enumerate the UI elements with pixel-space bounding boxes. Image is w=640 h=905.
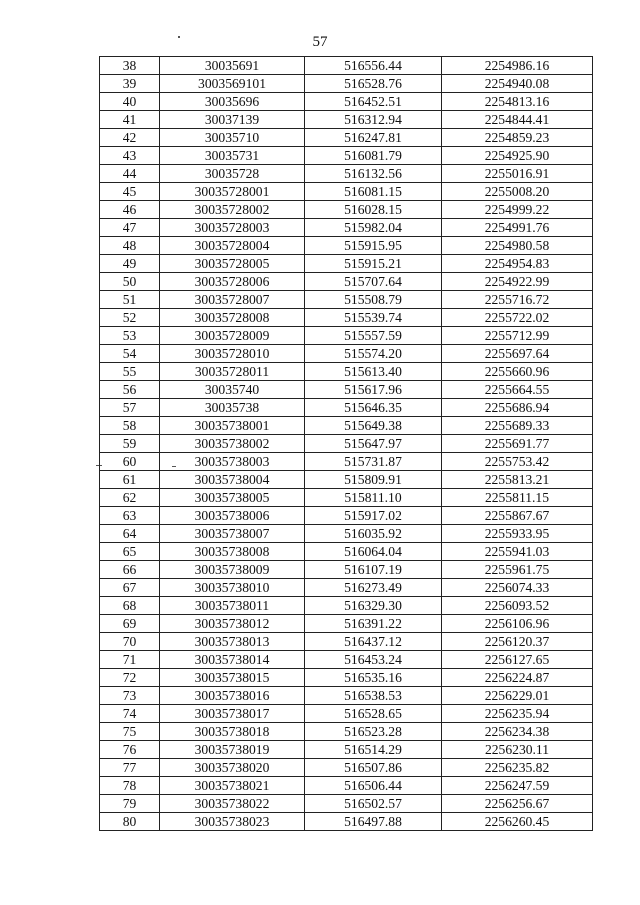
point-number-cell: 39 <box>100 75 160 93</box>
y-coordinate-cell: 2254813.16 <box>442 93 593 111</box>
y-coordinate-cell: 2255691.77 <box>442 435 593 453</box>
point-code-cell: 30035738020 <box>160 759 305 777</box>
x-coordinate-cell: 515617.96 <box>305 381 442 399</box>
point-code-cell: 30035731 <box>160 147 305 165</box>
table-row <box>100 435 593 453</box>
table-row <box>100 381 593 399</box>
table-row <box>100 633 593 651</box>
table-row <box>100 57 593 75</box>
point-code-cell: 30035696 <box>160 93 305 111</box>
point-code-cell: 30037139 <box>160 111 305 129</box>
y-coordinate-cell: 2255689.33 <box>442 417 593 435</box>
table-row <box>100 327 593 345</box>
point-number-cell: 75 <box>100 723 160 741</box>
table-row <box>100 129 593 147</box>
point-number-cell: 61 <box>100 471 160 489</box>
x-coordinate-cell: 516453.24 <box>305 651 442 669</box>
point-code-cell: 30035738 <box>160 399 305 417</box>
point-code-cell: 30035738014 <box>160 651 305 669</box>
x-coordinate-cell: 515649.38 <box>305 417 442 435</box>
table-row <box>100 255 593 273</box>
point-code-cell: 30035738003 <box>160 453 305 471</box>
point-number-cell: 70 <box>100 633 160 651</box>
x-coordinate-cell: 516081.79 <box>305 147 442 165</box>
point-number-cell: 60 <box>100 453 160 471</box>
y-coordinate-cell: 2255933.95 <box>442 525 593 543</box>
point-number-cell: 51 <box>100 291 160 309</box>
y-coordinate-cell: 2256234.38 <box>442 723 593 741</box>
y-coordinate-cell: 2255716.72 <box>442 291 593 309</box>
table-row <box>100 309 593 327</box>
x-coordinate-cell: 515574.20 <box>305 345 442 363</box>
table-row <box>100 579 593 597</box>
table-row <box>100 165 593 183</box>
x-coordinate-cell: 516507.86 <box>305 759 442 777</box>
point-code-cell: 30035728003 <box>160 219 305 237</box>
point-number-cell: 53 <box>100 327 160 345</box>
point-number-cell: 41 <box>100 111 160 129</box>
y-coordinate-cell: 2256074.33 <box>442 579 593 597</box>
y-coordinate-cell: 2255753.42 <box>442 453 593 471</box>
point-number-cell: 59 <box>100 435 160 453</box>
x-coordinate-cell: 515508.79 <box>305 291 442 309</box>
coordinates-table <box>99 56 593 831</box>
point-number-cell: 42 <box>100 129 160 147</box>
point-code-cell: 30035728001 <box>160 183 305 201</box>
y-coordinate-cell: 2256120.37 <box>442 633 593 651</box>
y-coordinate-cell: 2255813.21 <box>442 471 593 489</box>
point-code-cell: 30035710 <box>160 129 305 147</box>
point-number-cell: 52 <box>100 309 160 327</box>
x-coordinate-cell: 516035.92 <box>305 525 442 543</box>
x-coordinate-cell: 515646.35 <box>305 399 442 417</box>
point-code-cell: 30035738019 <box>160 741 305 759</box>
point-number-cell: 47 <box>100 219 160 237</box>
y-coordinate-cell: 2256106.96 <box>442 615 593 633</box>
table-row <box>100 399 593 417</box>
x-coordinate-cell: 515982.04 <box>305 219 442 237</box>
point-code-cell: 30035738010 <box>160 579 305 597</box>
y-coordinate-cell: 2256260.45 <box>442 813 593 831</box>
coordinates-table-body <box>100 57 593 831</box>
x-coordinate-cell: 515557.59 <box>305 327 442 345</box>
x-coordinate-cell: 515707.64 <box>305 273 442 291</box>
point-code-cell: 30035738008 <box>160 543 305 561</box>
point-code-cell: 30035740 <box>160 381 305 399</box>
point-number-cell: 54 <box>100 345 160 363</box>
table-row <box>100 291 593 309</box>
point-code-cell: 30035738005 <box>160 489 305 507</box>
x-coordinate-cell: 515917.02 <box>305 507 442 525</box>
point-code-cell: 30035738007 <box>160 525 305 543</box>
table-row <box>100 507 593 525</box>
point-code-cell: 3003569101 <box>160 75 305 93</box>
y-coordinate-cell: 2255016.91 <box>442 165 593 183</box>
x-coordinate-cell: 515809.91 <box>305 471 442 489</box>
table-row <box>100 219 593 237</box>
point-code-cell: 30035738013 <box>160 633 305 651</box>
x-coordinate-cell: 515915.21 <box>305 255 442 273</box>
point-code-cell: 30035728006 <box>160 273 305 291</box>
x-coordinate-cell: 516391.22 <box>305 615 442 633</box>
y-coordinate-cell: 2255722.02 <box>442 309 593 327</box>
x-coordinate-cell: 516535.16 <box>305 669 442 687</box>
table-row <box>100 651 593 669</box>
point-number-cell: 57 <box>100 399 160 417</box>
x-coordinate-cell: 516514.29 <box>305 741 442 759</box>
y-coordinate-cell: 2255686.94 <box>442 399 593 417</box>
point-code-cell: 30035738004 <box>160 471 305 489</box>
table-row <box>100 183 593 201</box>
x-coordinate-cell: 516538.53 <box>305 687 442 705</box>
scan-speck <box>178 36 180 38</box>
table-row <box>100 273 593 291</box>
y-coordinate-cell: 2254991.76 <box>442 219 593 237</box>
y-coordinate-cell: 2255697.64 <box>442 345 593 363</box>
table-row <box>100 705 593 723</box>
x-coordinate-cell: 516132.56 <box>305 165 442 183</box>
point-code-cell: 30035728004 <box>160 237 305 255</box>
point-code-cell: 30035738022 <box>160 795 305 813</box>
y-coordinate-cell: 2254859.23 <box>442 129 593 147</box>
x-coordinate-cell: 516506.44 <box>305 777 442 795</box>
x-coordinate-cell: 516502.57 <box>305 795 442 813</box>
point-code-cell: 30035738021 <box>160 777 305 795</box>
table-row <box>100 723 593 741</box>
point-number-cell: 49 <box>100 255 160 273</box>
table-row <box>100 795 593 813</box>
point-code-cell: 30035728011 <box>160 363 305 381</box>
table-row <box>100 543 593 561</box>
point-number-cell: 62 <box>100 489 160 507</box>
table-row <box>100 561 593 579</box>
table-row <box>100 237 593 255</box>
point-code-cell: 30035728010 <box>160 345 305 363</box>
table-row <box>100 453 593 471</box>
point-code-cell: 30035738017 <box>160 705 305 723</box>
point-number-cell: 76 <box>100 741 160 759</box>
table-row <box>100 669 593 687</box>
y-coordinate-cell: 2255660.96 <box>442 363 593 381</box>
point-number-cell: 50 <box>100 273 160 291</box>
y-coordinate-cell: 2254922.99 <box>442 273 593 291</box>
x-coordinate-cell: 516028.15 <box>305 201 442 219</box>
point-code-cell: 30035738006 <box>160 507 305 525</box>
table-row <box>100 201 593 219</box>
y-coordinate-cell: 2254980.58 <box>442 237 593 255</box>
table-row <box>100 147 593 165</box>
table-row <box>100 93 593 111</box>
table-row <box>100 615 593 633</box>
y-coordinate-cell: 2255712.99 <box>442 327 593 345</box>
x-coordinate-cell: 515613.40 <box>305 363 442 381</box>
x-coordinate-cell: 516247.81 <box>305 129 442 147</box>
y-coordinate-cell: 2254986.16 <box>442 57 593 75</box>
point-code-cell: 30035738018 <box>160 723 305 741</box>
y-coordinate-cell: 2256256.67 <box>442 795 593 813</box>
y-coordinate-cell: 2255664.55 <box>442 381 593 399</box>
point-number-cell: 64 <box>100 525 160 543</box>
y-coordinate-cell: 2255941.03 <box>442 543 593 561</box>
x-coordinate-cell: 516081.15 <box>305 183 442 201</box>
table-row <box>100 813 593 831</box>
y-coordinate-cell: 2256247.59 <box>442 777 593 795</box>
point-number-cell: 44 <box>100 165 160 183</box>
table-row <box>100 417 593 435</box>
point-code-cell: 30035728002 <box>160 201 305 219</box>
x-coordinate-cell: 515731.87 <box>305 453 442 471</box>
x-coordinate-cell: 516556.44 <box>305 57 442 75</box>
x-coordinate-cell: 516273.49 <box>305 579 442 597</box>
x-coordinate-cell: 516064.04 <box>305 543 442 561</box>
point-code-cell: 30035738023 <box>160 813 305 831</box>
x-coordinate-cell: 515811.10 <box>305 489 442 507</box>
point-code-cell: 30035738001 <box>160 417 305 435</box>
table-row <box>100 363 593 381</box>
point-code-cell: 30035738002 <box>160 435 305 453</box>
y-coordinate-cell: 2256235.94 <box>442 705 593 723</box>
point-number-cell: 79 <box>100 795 160 813</box>
point-code-cell: 30035738011 <box>160 597 305 615</box>
point-code-cell: 30035728008 <box>160 309 305 327</box>
y-coordinate-cell: 2254940.08 <box>442 75 593 93</box>
x-coordinate-cell: 516437.12 <box>305 633 442 651</box>
point-number-cell: 43 <box>100 147 160 165</box>
table-row <box>100 471 593 489</box>
x-coordinate-cell: 516329.30 <box>305 597 442 615</box>
point-number-cell: 67 <box>100 579 160 597</box>
table-row <box>100 111 593 129</box>
y-coordinate-cell: 2256127.65 <box>442 651 593 669</box>
table-row <box>100 597 593 615</box>
point-number-cell: 55 <box>100 363 160 381</box>
table-row <box>100 687 593 705</box>
table-row <box>100 777 593 795</box>
y-coordinate-cell: 2256230.11 <box>442 741 593 759</box>
point-code-cell: 30035728009 <box>160 327 305 345</box>
y-coordinate-cell: 2255961.75 <box>442 561 593 579</box>
x-coordinate-cell: 516523.28 <box>305 723 442 741</box>
y-coordinate-cell: 2256224.87 <box>442 669 593 687</box>
y-coordinate-cell: 2255811.15 <box>442 489 593 507</box>
point-code-cell: 30035728007 <box>160 291 305 309</box>
point-number-cell: 48 <box>100 237 160 255</box>
point-number-cell: 69 <box>100 615 160 633</box>
table-row <box>100 489 593 507</box>
y-coordinate-cell: 2255008.20 <box>442 183 593 201</box>
table-row <box>100 75 593 93</box>
point-number-cell: 40 <box>100 93 160 111</box>
point-number-cell: 73 <box>100 687 160 705</box>
table-row <box>100 741 593 759</box>
x-coordinate-cell: 515915.95 <box>305 237 442 255</box>
y-coordinate-cell: 2254844.41 <box>442 111 593 129</box>
x-coordinate-cell: 516107.19 <box>305 561 442 579</box>
y-coordinate-cell: 2254925.90 <box>442 147 593 165</box>
table-row <box>100 345 593 363</box>
x-coordinate-cell: 515647.97 <box>305 435 442 453</box>
point-number-cell: 78 <box>100 777 160 795</box>
x-coordinate-cell: 515539.74 <box>305 309 442 327</box>
point-number-cell: 71 <box>100 651 160 669</box>
y-coordinate-cell: 2254954.83 <box>442 255 593 273</box>
table-row <box>100 525 593 543</box>
page-number: 57 <box>312 34 328 50</box>
point-code-cell: 30035738012 <box>160 615 305 633</box>
point-code-cell: 30035728 <box>160 165 305 183</box>
point-code-cell: 30035691 <box>160 57 305 75</box>
point-number-cell: 58 <box>100 417 160 435</box>
x-coordinate-cell: 516528.65 <box>305 705 442 723</box>
point-code-cell: 30035738009 <box>160 561 305 579</box>
table-row <box>100 759 593 777</box>
y-coordinate-cell: 2256093.52 <box>442 597 593 615</box>
point-code-cell: 30035728005 <box>160 255 305 273</box>
point-code-cell: 30035738016 <box>160 687 305 705</box>
point-code-cell: 30035738015 <box>160 669 305 687</box>
point-number-cell: 38 <box>100 57 160 75</box>
y-coordinate-cell: 2256229.01 <box>442 687 593 705</box>
y-coordinate-cell: 2256235.82 <box>442 759 593 777</box>
point-number-cell: 66 <box>100 561 160 579</box>
x-coordinate-cell: 516497.88 <box>305 813 442 831</box>
y-coordinate-cell: 2254999.22 <box>442 201 593 219</box>
point-number-cell: 72 <box>100 669 160 687</box>
point-number-cell: 46 <box>100 201 160 219</box>
point-number-cell: 56 <box>100 381 160 399</box>
point-number-cell: 77 <box>100 759 160 777</box>
point-number-cell: 68 <box>100 597 160 615</box>
point-number-cell: 80 <box>100 813 160 831</box>
x-coordinate-cell: 516312.94 <box>305 111 442 129</box>
x-coordinate-cell: 516452.51 <box>305 93 442 111</box>
point-number-cell: 74 <box>100 705 160 723</box>
y-coordinate-cell: 2255867.67 <box>442 507 593 525</box>
point-number-cell: 45 <box>100 183 160 201</box>
x-coordinate-cell: 516528.76 <box>305 75 442 93</box>
point-number-cell: 63 <box>100 507 160 525</box>
point-number-cell: 65 <box>100 543 160 561</box>
